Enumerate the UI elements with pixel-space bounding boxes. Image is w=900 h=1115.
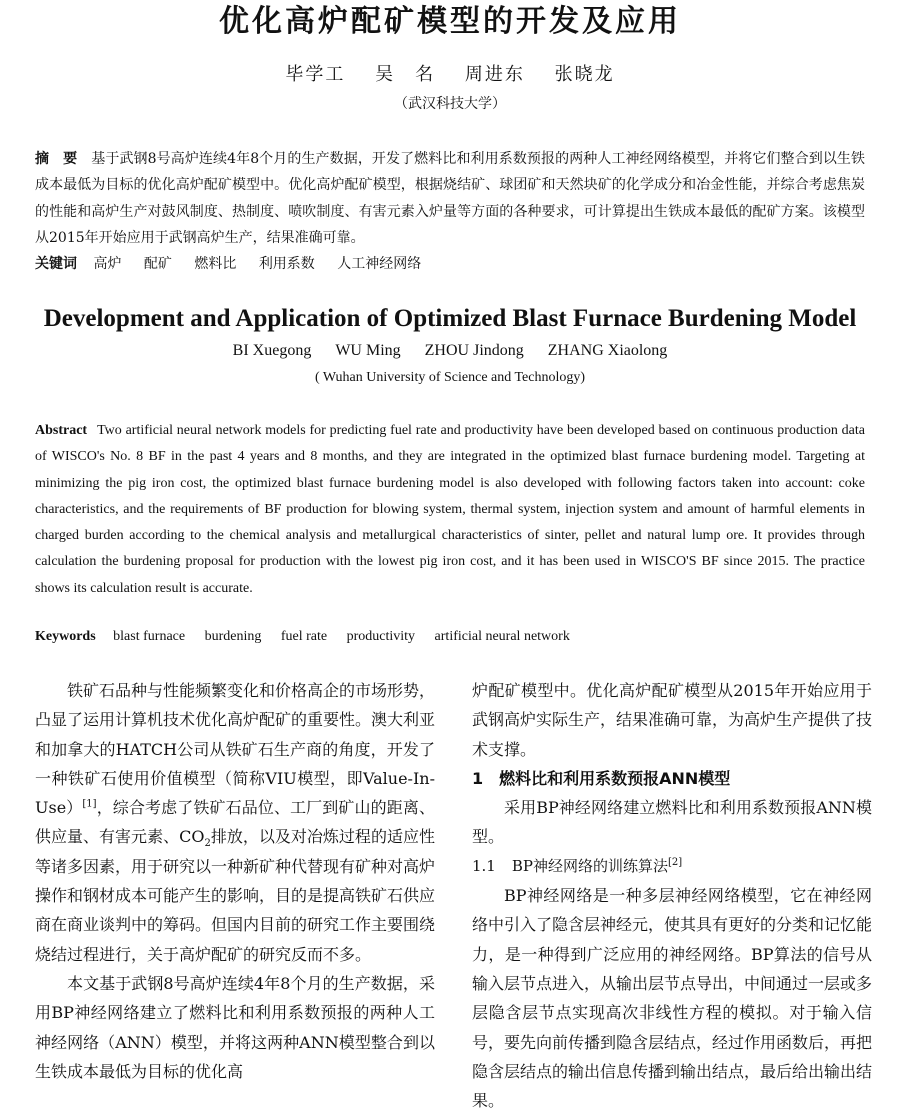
- citation-1: [1]: [82, 798, 97, 810]
- keyword-cn-3: 燃料比: [194, 256, 237, 272]
- keyword-en-4: productivity: [346, 629, 416, 644]
- abstract-cn-label: 摘 要: [35, 151, 78, 167]
- co2-subscript: 2: [204, 838, 211, 850]
- abstract-chinese: [35, 146, 865, 251]
- body-paragraph-2-continued: 炉配矿模型中。优化高炉配矿模型从2015年开始应用于武钢高炉实际生产，结果准确可靠，为高炉生产提供了技术支撑。: [472, 681, 873, 759]
- section-1-1-title: BP神经网络的训练算法: [511, 856, 668, 875]
- keyword-en-5: artificial neural network: [434, 629, 570, 644]
- title-english: Development and Application of Optimized Blast Furnace Burdening Model: [43, 305, 857, 332]
- section-1-title: 燃料比和利用系数预报ANN模型: [499, 768, 731, 788]
- author-en-3: ZHOU Jindong: [424, 342, 524, 359]
- affiliation-chinese: （武汉科技大学）: [394, 96, 506, 112]
- keywords-english: [35, 625, 865, 649]
- keyword-cn-4: 利用系数: [258, 256, 315, 272]
- author-cn-1: 毕学工: [285, 64, 346, 85]
- affiliation-english: ( Wuhan University of Science and Technology): [314, 370, 586, 385]
- body-column-right: [472, 676, 872, 1115]
- keyword-cn-1: 高炉: [93, 256, 122, 272]
- keyword-cn-5: 人工神经网络: [337, 256, 422, 272]
- body-paragraph-1: [35, 676, 435, 969]
- abstract-english: [35, 418, 865, 602]
- keywords-chinese: [35, 251, 865, 277]
- authors-english: [0, 340, 900, 362]
- abstract-en-text: Two artificial neural network models for predicting fuel rate and productivity have been developed based on continuous production data of WISCO's No. 8 BF in the past 4 years and 8 months, and they are integrated in the optimized blast furnace burdening model. Targeting at minimizing the pig iron cost, the optimized blast furnace burdening model is also developed with following factors taken into account: coke characteristics, and the requirements of BF production for blowing system, thermal system, injection system and amount of harmful elements in charged burden according to the chemical analysis and metallurgical characteristics of sinter, pellet and natural lump ore. It provides through calculation the burdening proposal for production with the lowest pig iron cost, and it has been used in WISCO'S BF since 2015. The practice shows its calculation result is accurate.: [35, 423, 865, 596]
- keyword-cn-2: 配矿: [143, 256, 172, 272]
- section-1-1-number: 1.1: [472, 856, 496, 875]
- keyword-en-1: blast furnace: [113, 629, 186, 644]
- p1-text-b: ，综合考虑了铁矿石品位、工厂到矿山的距离、供应量、有害元素、CO: [35, 798, 435, 847]
- keyword-en-2: burdening: [204, 629, 262, 644]
- p1-text-a: 铁矿石品种与性能频繁变化和价格高企的市场形势，凸显了运用计算机技术优化高炉配矿的重要性。澳大利亚和加拿大的HATCH公司从铁矿石生产商的角度，开发了一种铁矿石使用价值模型（简称VIU模型，即Value-In-Use）: [35, 681, 436, 818]
- title-chinese: 优化高炉配矿模型的开发及应用: [219, 4, 681, 39]
- section-heading-1: [472, 764, 872, 793]
- body-column-left: [35, 676, 435, 1086]
- abstract-cn-text: 基于武钢8号高炉连续4年8个月的生产数据，开发了燃料比和利用系数预报的两种人工神经网络模型，并将它们整合到以生铁成本最低为目标的优化高炉配矿模型中。优化高炉配矿模型，根据烧结矿、球团矿和天然块矿的化学成分和冶金性能，并综合考虑焦炭的性能和高炉生产对鼓风制度、热制度、喷吹制度、有害元素入炉量等方面的各种要求，可计算提出生铁成本最低的配矿方案。该模型从2015年开始应用于武钢高炉生产，结果准确可靠。: [35, 151, 866, 246]
- author-cn-2: 吴 名: [375, 64, 436, 85]
- abstract-en-label: Abstract: [35, 423, 88, 438]
- author-en-1: BI Xuegong: [232, 342, 312, 359]
- body-paragraph-2: 本文基于武钢8号高炉连续4年8个月的生产数据，采用BP神经网络建立了燃料比和利用系数预报的两种人工神经网络（ANN）模型，并将这两种ANN模型整合到以生铁成本最低为目标的优化高: [35, 973, 435, 1081]
- authors-chinese: [0, 62, 900, 88]
- keywords-en-label: Keywords: [35, 629, 96, 644]
- p1-text-c: 排放，以及对冶炼过程的适应性等诸多因素，用于研究以一种新矿种代替现有矿种对高炉操作和钢材成本可能产生的影响，目的是提高铁矿石供应商在商业谈判中的筹码。但国内目前的研究工作主要围绕烧结过程进行，关于高炉配矿的研究反而不多。: [35, 827, 436, 964]
- author-cn-4: 张晓龙: [554, 64, 615, 85]
- body-paragraph-4: BP神经网络是一种多层神经网络模型，它在神经网络中引入了隐含层神经元，使其具有更好的分类和记忆能力，是一种得到广泛应用的神经网络。BP算法的信号从输入层节点进入，从输出层节点导出，中间通过一层或多层隐含层节点实现高次非线性方程的模拟。对于输入信号，要先向前传播到隐含层结点，经过作用函数后，再把隐含层结点的输出信息传播到输出结点，最后给出输出结果。: [472, 886, 873, 1111]
- keywords-cn-label: 关键词: [35, 256, 77, 272]
- section-1-number: 1: [472, 768, 484, 788]
- body-paragraph-3: 采用BP神经网络建立燃料比和利用系数预报ANN模型。: [472, 798, 872, 847]
- author-en-2: WU Ming: [335, 342, 401, 359]
- keyword-en-3: fuel rate: [280, 629, 328, 644]
- section-heading-1-1: [472, 852, 872, 881]
- author-cn-3: 周进东: [464, 64, 525, 85]
- author-en-4: ZHANG Xiaolong: [547, 342, 668, 359]
- citation-2: [2]: [667, 856, 683, 868]
